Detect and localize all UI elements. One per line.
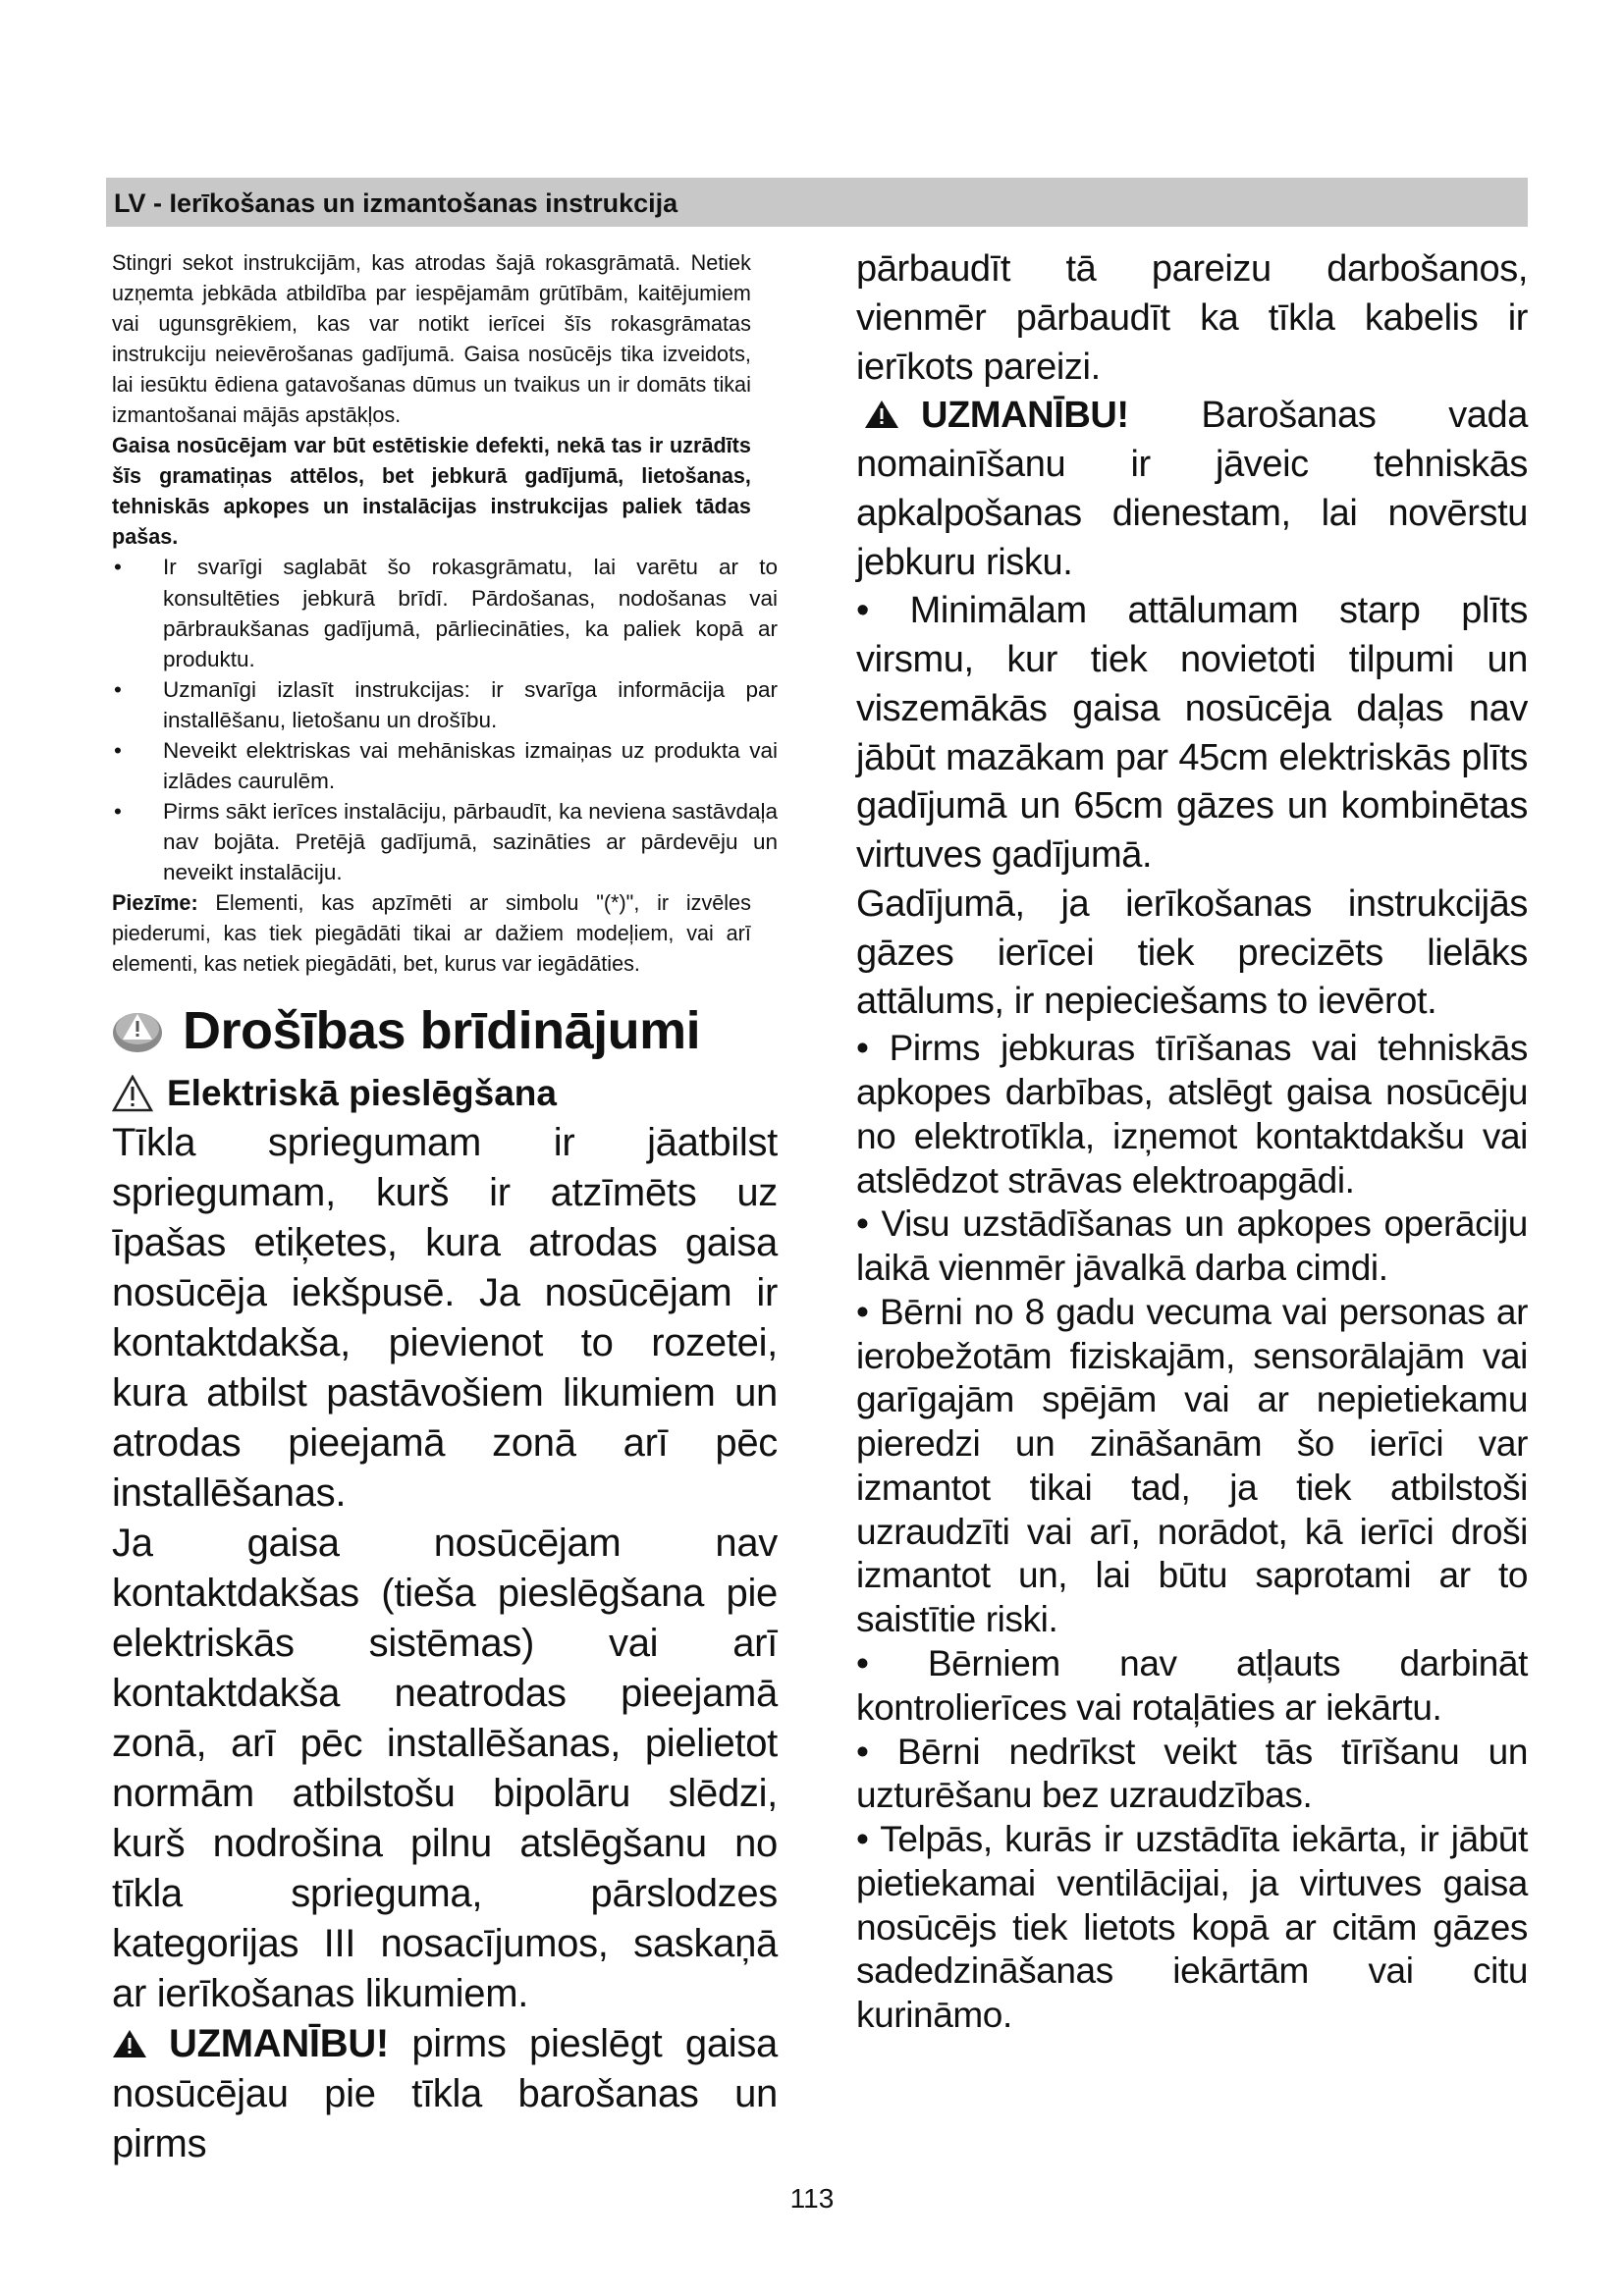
section-title: Drošības brīdinājumi bbox=[183, 1001, 701, 1061]
children-cleaning-bullet: • Bērni nedrīkst veikt tās tīrīšanu un uzturēšanu bez uzraudzības. bbox=[856, 1731, 1528, 1816]
intro-bullet-list bbox=[112, 552, 778, 887]
children-play-bullet: • Bērniem nav atļauts darbināt kontrolierīces vai rotaļāties ar iekārtu. bbox=[856, 1642, 1528, 1728]
warning-label: UZMANĪBU! bbox=[169, 2022, 389, 2066]
section-heading bbox=[112, 1000, 778, 1061]
list-item: • Uzmanīgi izlasīt instrukcijas: ir svarīga informācija par installēšanu, lietošanu un drošību. bbox=[112, 674, 778, 735]
warning-label: UZMANĪBU! bbox=[921, 395, 1129, 437]
intro-paragraph: Stingri sekot instrukcijām, kas atrodas šajā rokasgrāmatā. Netiek uzņemta jebkāda atbildība par iespējamām grūtībām, kaitējumiem vai ugunsgrēkiem, kas var notikt ierīcei šīs rokasgrāmatas instrukciju neievērošanas gadījumā. Gaisa nosūcējs tika izveidots, lai iesūktu ēdiena gatavošanas dūmus un tvaikus un ir domāts tikai izmantošanai mājās apstākļos. bbox=[112, 250, 751, 428]
bullet-icon: • bbox=[114, 676, 122, 702]
note-paragraph bbox=[112, 887, 751, 979]
warning-paragraph-right bbox=[856, 392, 1528, 587]
note-text: Elementi, kas apzīmēti ar simbolu "(*)", ir izvēles piederumi, kas tiek piegādāti tikai ar dažiem modeļiem, vai arī elementi, kas netiek piegādāti, bet, kurus var iegādāties. bbox=[112, 889, 751, 977]
children-bullet: • Bērni no 8 gadu vecuma vai personas ar ierobežotām fiziskajām, sensorālajām vai garīgajām spējām vai ar nepietiekamu pieredzi un zināšanām šo ierīci var izmantot tikai tad, ja tiek atbilstoši uzraudzīti vai arī, norādot, kā ierīci droši izmantot un, lai būtu saprotami ar to saistītie riski. bbox=[856, 1291, 1528, 1640]
page-number: 113 bbox=[789, 2183, 835, 2214]
left-column bbox=[112, 247, 778, 2169]
bullet-icon: • bbox=[114, 737, 122, 763]
right-column bbox=[856, 245, 1528, 2038]
warning-text: Barošanas vada nomainīšanu ir jāveic tehniskās apkalpošanas dienestam, lai novērstu jebkuru risku. bbox=[856, 395, 1528, 583]
header-bar bbox=[106, 178, 1528, 227]
right-paragraph-1: pārbaudīt tā pareizu darbošanos, vienmēr pārbaudīt ka tīkla kabelis ir ierīkots pareizi. bbox=[856, 248, 1528, 388]
warning-text: pirms pieslēgt gaisa nosūcējau pie tīkla barošanas un pirms bbox=[112, 2022, 778, 2166]
warning-triangle-filled-icon bbox=[112, 2029, 147, 2058]
cleaning-bullet: • Pirms jebkuras tīrīšanas vai tehniskās apkopes darbības, atslēgt gaisa nosūcēju no elektrotīkla, izņemot kontaktdakšu vai atslēdzot strāvas elektroapgādi. bbox=[856, 1028, 1528, 1201]
list-item: • Pirms sākt ierīces instalāciju, pārbaudīt, ka neviena sastāvdaļa nav bojāta. Pretējā gadījumā, sazināties ar pārdevēju un neveikt instalāciju. bbox=[112, 796, 778, 887]
warning-cloud-icon bbox=[112, 1008, 163, 1053]
ventilation-bullet: • Telpās, kurās ir uzstādīta iekārta, ir jābūt pietiekamai ventilācijai, ja virtuves gaisa nosūcējs tiek lietots kopā ar citām gāzes sadedzināšanas iekārtām vai citu kurināmo. bbox=[856, 1819, 1528, 2036]
warning-triangle-outline-icon bbox=[112, 1075, 153, 1112]
distance-note: Gadījumā, ja ierīkošanas instrukcijās gāzes ierīcei tiek precizēts lielāks attālums, ir nepieciešams to ievērot. bbox=[856, 882, 1528, 1023]
intro-bold-paragraph: Gaisa nosūcējam var būt estētiskie defekti, nekā tas ir uzrādīts šīs gramatiņas attēlos, bet jebkurā gadījumā, lietošanas, tehniskās apkopes un instalācijas instrukcijas paliek tādas pašas. bbox=[112, 433, 751, 550]
subsection-heading bbox=[112, 1073, 778, 1114]
note-label: Piezīme: bbox=[112, 889, 198, 915]
gloves-bullet: • Visu uzstādīšanas un apkopes operāciju laikā vienmēr jāvalkā darba cimdi. bbox=[856, 1203, 1528, 1289]
list-item: • Neveikt elektriskas vai mehāniskas izmaiņas uz produkta vai izlādes caurulēm. bbox=[112, 735, 778, 796]
electrical-paragraph-1: Tīkla spriegumam ir jāatbilst spriegumam, kurš ir atzīmēts uz īpašas etiķetes, kura atrodas gaisa nosūcēja iekšpusē. Ja nosūcējam ir kontaktdakša, pievienot to rozetei, kura atbilst pastāvošiem likumiem un atrodas pieejamā zonā arī pēc installēšanas. bbox=[112, 1121, 778, 1516]
warning-paragraph-left bbox=[112, 2019, 778, 2169]
bullet-icon: • bbox=[114, 798, 122, 824]
warning-triangle-filled-icon bbox=[864, 400, 899, 429]
electrical-paragraph-2: Ja gaisa nosūcējam nav kontaktdakšas (tieša pieslēgšana pie elektriskās sistēmas) vai arī kontaktdakša neatrodas pieejamā zonā, arī pēc installēšanas, pielietot normām atbilstošu bipolāru slēdzi, kurš nodrošina pilnu atslēgšanu no tīkla sprieguma, pārslodzes kategorijas III nosacījumos, saskaņā ar ierīkošanas likumiem. bbox=[112, 1522, 778, 2016]
subsection-title: Elektriskā pieslēgšana bbox=[167, 1073, 557, 1114]
header-title: LV - Ierīkošanas un izmantošanas instrukcija bbox=[114, 188, 678, 218]
distance-bullet: • Minimālam attālumam starp plīts virsmu, kur tiek novietoti tilpumi un viszemākās gaisa nosūcēja daļas nav jābūt mazākam par 45cm elektriskās plīts gadījumā un 65cm gāzes un kombinētas virtuves gadījumā. bbox=[856, 590, 1528, 877]
list-item: • Ir svarīgi saglabāt šo rokasgrāmatu, lai varētu ar to konsultēties jebkurā brīdī. Pārdošanas, nodošanas vai pārbraukšanas gadījumā, pārliecināties, ka paliek kopā ar produktu. bbox=[112, 552, 778, 673]
bullet-icon: • bbox=[114, 555, 122, 580]
